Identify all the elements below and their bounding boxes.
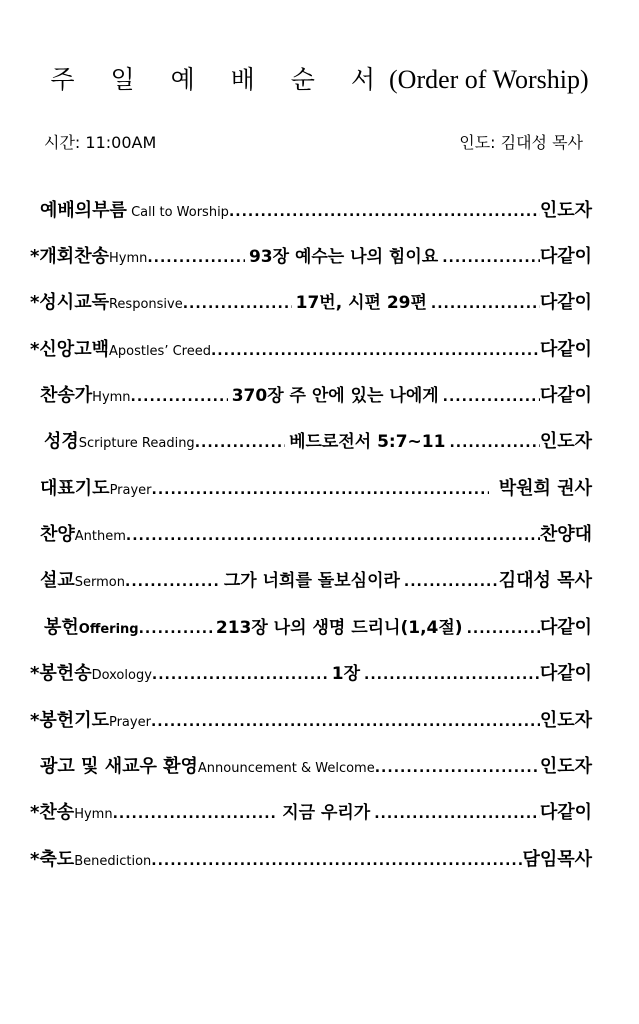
dot-leader: [152, 482, 489, 498]
item-leader: 다같이: [539, 246, 592, 267]
order-item: [44, 427, 592, 453]
item-english: Announcement & Welcome: [197, 761, 375, 776]
item-english: Call to Worship: [126, 205, 229, 220]
order-item: [40, 520, 592, 546]
item-english: Hymn: [108, 251, 148, 266]
dot-leader: [467, 621, 540, 637]
item-detail: 213장 나의 생명 드리니(1,4절): [215, 618, 463, 638]
dot-leader: [183, 296, 292, 312]
dot-leader: [147, 250, 245, 266]
item-leader: 인도자: [539, 200, 592, 221]
item-korean: *찬송: [30, 802, 75, 823]
item-english: Benediction: [74, 854, 152, 869]
dot-leader: [404, 574, 499, 590]
page-title: [0, 60, 639, 96]
item-korean: *축도: [30, 849, 75, 870]
item-korean: 찬송가: [40, 385, 93, 406]
item-leader: 다같이: [539, 292, 592, 313]
order-item: [30, 798, 592, 824]
item-leader: 인도자: [539, 756, 592, 777]
item-leader: 다같이: [539, 339, 592, 360]
item-korean: *신앙고백: [30, 339, 109, 360]
item-korean: *성시교독: [30, 292, 109, 313]
dot-leader: [151, 714, 540, 730]
dot-leader: [152, 667, 328, 683]
item-leader: 박원희 권사: [498, 478, 592, 499]
dot-leader: [131, 389, 228, 405]
order-item: [40, 381, 592, 407]
item-korean: *봉헌송: [30, 663, 92, 684]
item-korean: 설교: [40, 570, 75, 591]
item-leader: 인도자: [539, 710, 592, 731]
dot-leader: [449, 435, 539, 451]
item-english: Hymn: [92, 390, 131, 405]
dot-leader: [431, 296, 540, 312]
item-english: Scripture Reading: [78, 436, 195, 451]
item-leader: 다같이: [539, 385, 592, 406]
item-leader: 다같이: [539, 802, 592, 823]
title-english: (Order of Worship): [389, 65, 589, 94]
service-leader: 인도: 김대성 목사: [459, 133, 583, 152]
title-korean: 주 일 예 배 순 서: [50, 65, 390, 94]
item-korean: 광고 및 새교우 환영: [40, 756, 198, 777]
item-korean: 예배의부름: [40, 200, 127, 221]
item-korean: *개회찬송: [30, 246, 109, 267]
order-item: [40, 474, 592, 500]
item-detail: 93장 예수는 나의 힘이요: [248, 247, 439, 267]
item-english: Offering: [78, 622, 139, 637]
service-time: 시간: 11:00AM: [44, 133, 157, 152]
item-korean: 성경: [44, 431, 79, 452]
dot-leader: [113, 806, 279, 822]
order-item: [30, 659, 592, 685]
item-english: Anthem: [74, 529, 126, 544]
dot-leader: [374, 806, 540, 822]
item-leader: 담임목사: [522, 849, 592, 870]
item-leader: 다같이: [539, 617, 592, 638]
item-english: Hymn: [74, 807, 113, 822]
order-item: [44, 613, 592, 639]
item-english: Sermon: [74, 575, 126, 590]
dot-leader: [211, 343, 540, 359]
item-detail: 그가 너희를 돌보심이라: [223, 571, 400, 591]
item-detail: 베드로전서 5:7~11: [289, 432, 446, 452]
dot-leader: [139, 621, 212, 637]
order-item: [30, 706, 592, 732]
item-korean: 찬양: [40, 524, 75, 545]
item-english: Responsive: [108, 297, 183, 312]
item-korean: *봉헌기도: [30, 710, 109, 731]
item-detail: 1장: [331, 664, 360, 684]
dot-leader: [443, 389, 540, 405]
order-item: [30, 335, 592, 361]
item-leader: 인도자: [539, 431, 592, 452]
dot-leader: [125, 574, 220, 590]
item-english: Prayer: [108, 715, 151, 730]
dot-leader: [229, 204, 540, 220]
item-korean: 봉헌: [44, 617, 79, 638]
item-korean: 대표기도: [40, 478, 110, 499]
dot-leader: [442, 250, 540, 266]
order-item: [30, 242, 592, 268]
order-item: [30, 288, 592, 314]
dot-leader: [126, 528, 540, 544]
item-leader: 김대성 목사: [498, 570, 592, 591]
order-item: [30, 845, 592, 871]
order-item: [40, 196, 592, 222]
order-item: [40, 566, 592, 592]
dot-leader: [375, 760, 540, 776]
dot-leader: [195, 435, 285, 451]
item-english: Apostles’ Creed: [108, 344, 211, 359]
item-english: Doxology: [91, 668, 152, 683]
item-detail: 17번, 시편 29편: [295, 293, 427, 313]
dot-leader: [364, 667, 540, 683]
item-detail: 370장 주 안에 있는 나에게: [231, 386, 439, 406]
item-detail: 지금 우리가: [282, 803, 371, 823]
dot-leader: [151, 853, 522, 869]
order-item: [40, 752, 592, 778]
item-leader: 다같이: [539, 663, 592, 684]
item-leader: 찬양대: [539, 524, 592, 545]
item-english: Prayer: [109, 483, 152, 498]
